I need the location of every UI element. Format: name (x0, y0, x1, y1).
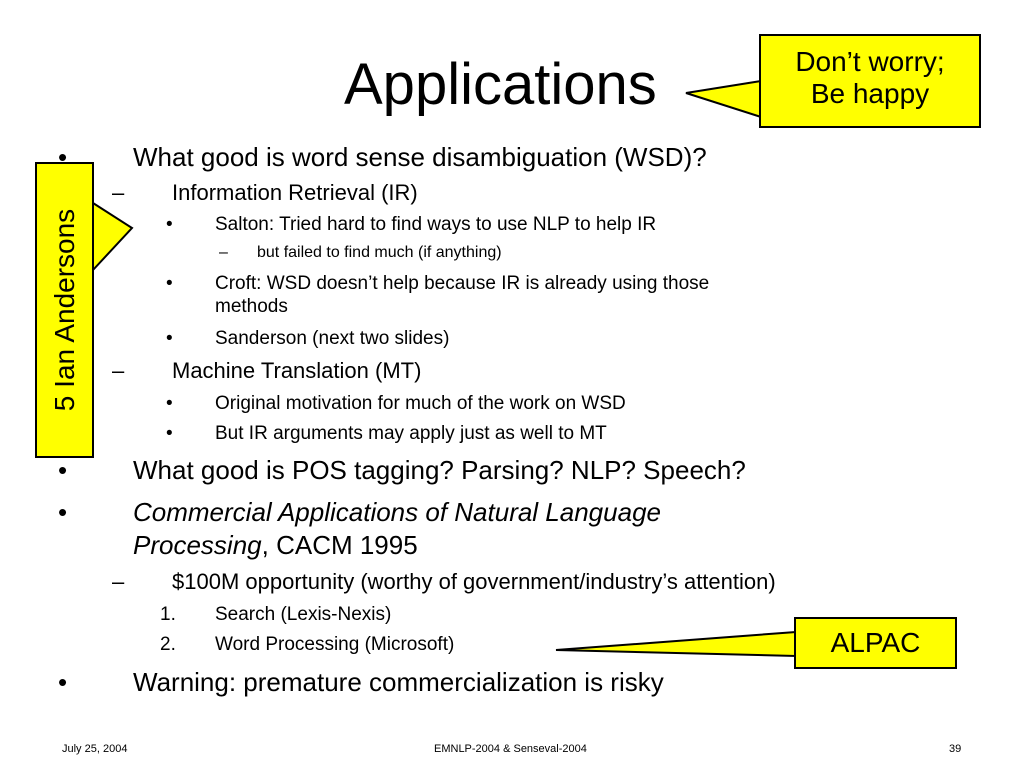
bullet-text-rest: , CACM 1995 (261, 530, 418, 560)
bullet-marker: • (58, 667, 68, 697)
bullet-text: Original motivation for much of the work on WSD (215, 393, 626, 414)
bullet-marker: • (166, 423, 173, 444)
bullet-marker: • (166, 328, 173, 349)
bullet-marker: 2. (160, 634, 176, 655)
bullet-text-line2 (133, 530, 418, 560)
bullet-text: What good is POS tagging? Parsing? NLP? Speech? (133, 455, 746, 485)
bullet-text: $100M opportunity (worthy of government/industry’s attention) (172, 569, 776, 594)
footer-page-number: 39 (949, 743, 962, 755)
bullet-text: Machine Translation (MT) (172, 358, 422, 383)
bullet-text-italic: Commercial Applications of Natural Language (133, 497, 661, 527)
bullet-marker: • (58, 142, 68, 172)
bullet-text: Salton: Tried hard to find ways to use NLP to help IR (215, 214, 657, 235)
anderson-callout-pointer (93, 203, 132, 270)
bullet-marker: • (166, 273, 173, 294)
worry-callout-pointer (686, 81, 761, 117)
bullet-marker: – (219, 244, 228, 261)
bullet-marker: – (112, 358, 125, 383)
slide-title: Applications (344, 52, 657, 117)
bullet-text-continued: methods (215, 296, 288, 317)
footer-center: EMNLP-2004 & Senseval-2004 (434, 743, 587, 755)
bullet-marker: • (58, 497, 68, 527)
footer-date: July 25, 2004 (62, 743, 128, 755)
bullet-text: Search (Lexis-Nexis) (215, 604, 392, 625)
callout-alpac (794, 617, 957, 669)
bullet-marker: • (166, 214, 173, 235)
callout-dont-worry-line2: Be happy (810, 78, 930, 109)
bullet-text: but failed to find much (if anything) (257, 244, 502, 261)
callout-ian-andersons (35, 162, 94, 458)
callout-ian-andersons-text: 5 Ian Andersons (48, 208, 80, 412)
bullet-marker: • (58, 455, 68, 485)
bullet-text: Croft: WSD doesn’t help because IR is already using those (215, 273, 710, 294)
bullet-marker: • (166, 393, 173, 414)
bullet-text: Sanderson (next two slides) (215, 328, 450, 349)
bullet-marker: 1. (160, 604, 176, 625)
callout-alpac-text: ALPAC (830, 627, 921, 658)
bullet-text: What good is word sense disambiguation (WSD)? (133, 142, 707, 172)
bullet-marker: – (112, 569, 125, 594)
bullet-text: But IR arguments may apply just as well to MT (215, 423, 607, 444)
callout-dont-worry-line1: Don’t worry; (795, 46, 945, 77)
bullet-text: Information Retrieval (IR) (172, 180, 418, 205)
bullet-text: Warning: premature commercialization is risky (133, 667, 664, 697)
alpac-callout-pointer (556, 632, 796, 656)
bullet-marker: – (112, 180, 125, 205)
bullet-text-italic-2: Processing (133, 530, 262, 560)
bullet-text: Word Processing (Microsoft) (215, 634, 455, 655)
callout-dont-worry (759, 34, 981, 128)
